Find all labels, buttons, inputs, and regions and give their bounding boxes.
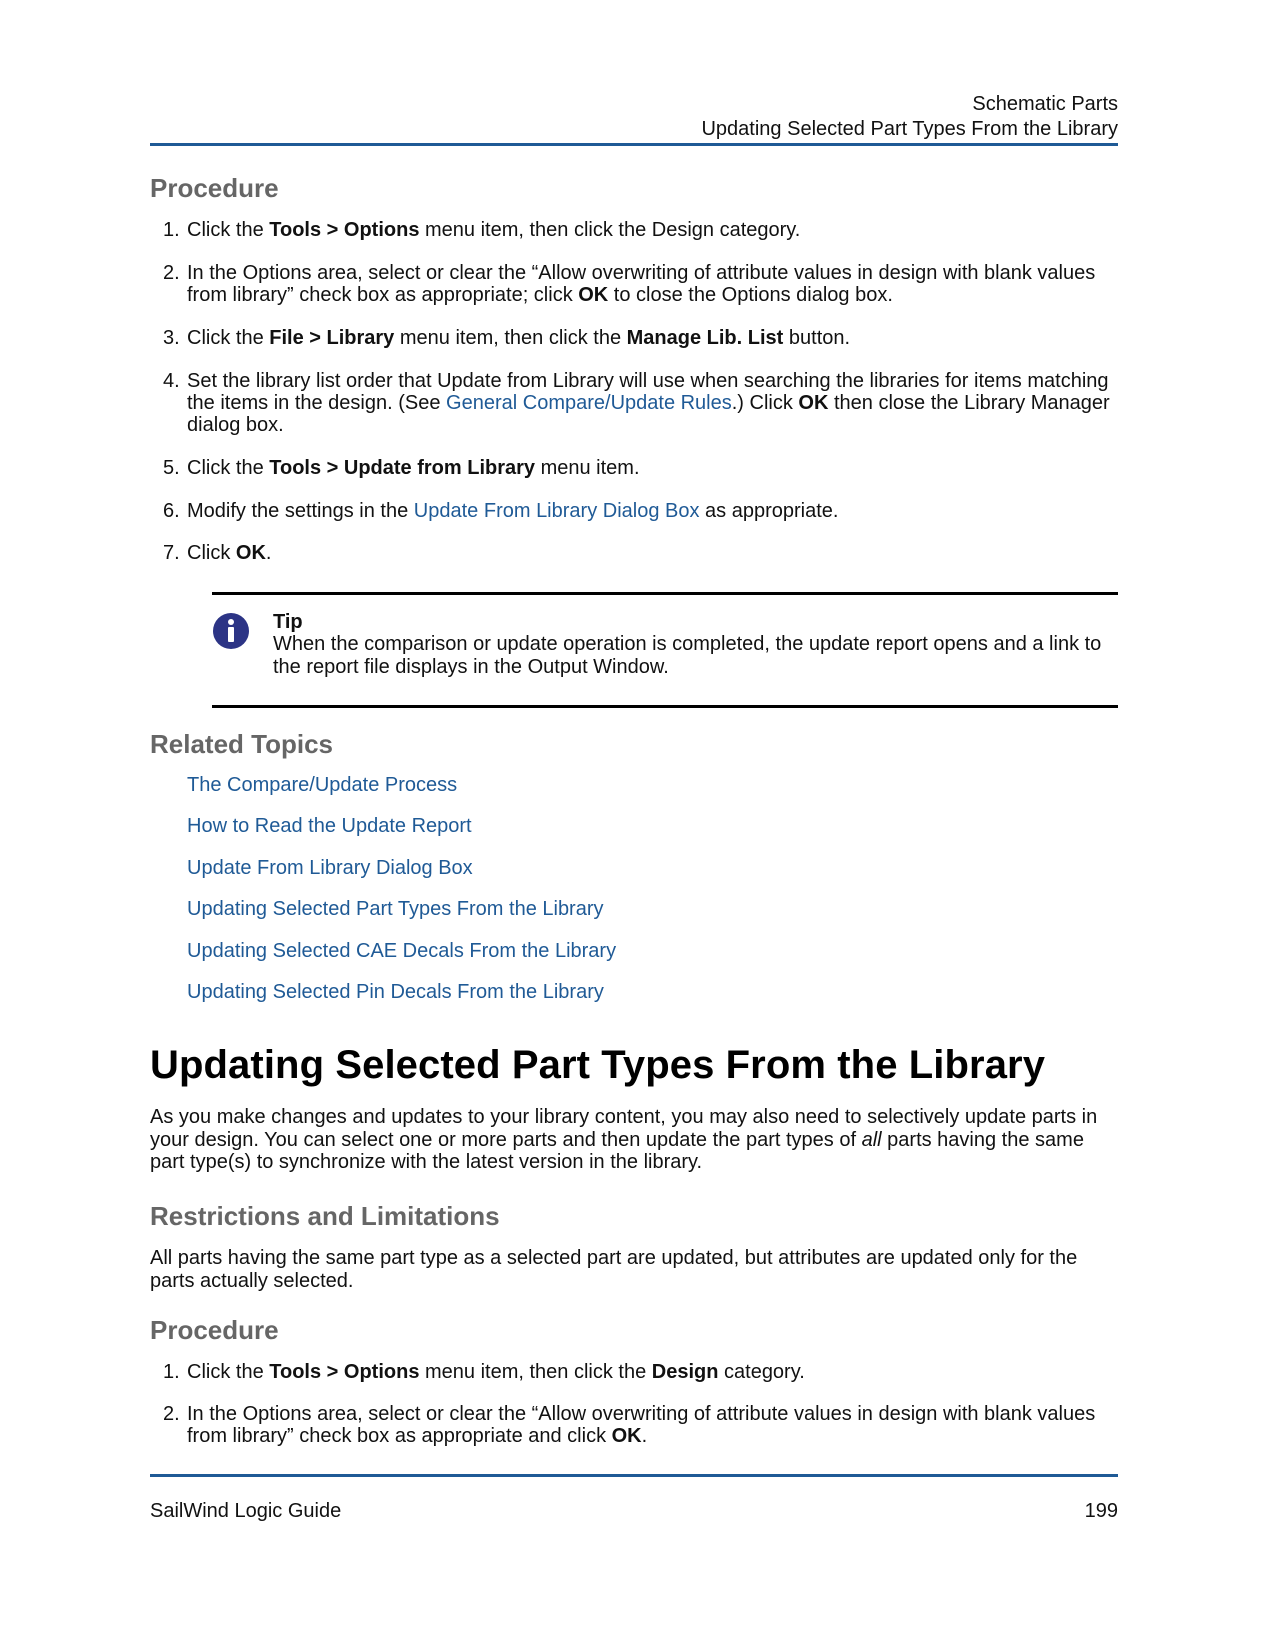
running-header bbox=[701, 92, 1118, 142]
header-chapter: Schematic Parts bbox=[972, 93, 1118, 115]
footer-rule bbox=[150, 1474, 1118, 1477]
related-link-updating-cae-decals[interactable]: Updating Selected CAE Decals From the Library bbox=[187, 940, 617, 962]
header-rule bbox=[150, 143, 1118, 146]
procedure-heading: Procedure bbox=[150, 173, 279, 203]
section-title: Updating Selected Part Types From the Library bbox=[150, 1043, 1046, 1087]
footer-guide-title: SailWind Logic Guide bbox=[150, 1500, 342, 1522]
page bbox=[150, 0, 1118, 1650]
related-link-updating-part-types[interactable]: Updating Selected Part Types From the Library bbox=[187, 898, 604, 920]
restrictions-heading: Restrictions and Limitations bbox=[150, 1201, 500, 1231]
related-link-read-update-report[interactable]: How to Read the Update Report bbox=[187, 815, 472, 837]
footer-page-number: 199 bbox=[1084, 1500, 1118, 1522]
restrictions-text: All parts having the same part type as a selected part are updated, but attributes are updated only for the parts actually selected. bbox=[150, 1247, 1078, 1292]
info-icon bbox=[212, 612, 250, 650]
tip-text: When the comparison or update operation is completed, the update report opens and a link to the report file displays in the Output Window. bbox=[273, 633, 1102, 678]
section-intro: As you make changes and updates to your library content, you may also need to selectively update parts in your design. You can select one or more parts and then update the part types of all parts having the same part type(s) to synchronize with the latest version in the library. bbox=[150, 1106, 1098, 1173]
procedure-heading-2: Procedure bbox=[150, 1315, 279, 1345]
step-3: 3. Click the File > Library menu item, then click the Manage Lib. List button. bbox=[163, 327, 851, 349]
header-section: Updating Selected Part Types From the Library bbox=[701, 118, 1118, 140]
link-update-from-library-dialog-box[interactable]: Update From Library Dialog Box bbox=[413, 500, 700, 522]
related-link-updating-pin-decals[interactable]: Updating Selected Pin Decals From the Library bbox=[187, 981, 604, 1003]
step-7: 7. Click OK. bbox=[163, 542, 272, 564]
link-general-compare-update-rules[interactable]: General Compare/Update Rules bbox=[446, 392, 732, 414]
step-1: 1. Click the Tools > Options menu item, then click the Design category. bbox=[163, 1361, 805, 1383]
tip-title: Tip bbox=[273, 611, 303, 633]
related-link-update-from-library-dialog[interactable]: Update From Library Dialog Box bbox=[187, 857, 473, 879]
tip-bottom-rule bbox=[212, 705, 1118, 708]
related-topics-heading: Related Topics bbox=[150, 729, 334, 759]
tip-top-rule bbox=[212, 592, 1118, 595]
step-4: 4. Set the library list order that Update from Library will use when searching the libraries for items matching the items in the design. (See General Compare/Update Rules.) Click OK then close the Library Manager dialog box. bbox=[163, 370, 1110, 436]
step-6: 6. Modify the settings in the Update From Library Dialog Box as appropriate. bbox=[163, 500, 839, 522]
step-2: 2. In the Options area, select or clear the “Allow overwriting of attribute values in design with blank values from library” check box as appropriate; click OK to close the Options dialog box. bbox=[163, 262, 1096, 306]
related-link-compare-update-process[interactable]: The Compare/Update Process bbox=[187, 774, 458, 796]
step-1: 1. Click the Tools > Options menu item, then click the Design category. bbox=[163, 219, 801, 241]
step-5: 5. Click the Tools > Update from Library menu item. bbox=[163, 457, 640, 479]
step-2: 2. In the Options area, select or clear the “Allow overwriting of attribute values in design with blank values from library” check box as appropriate and click OK. bbox=[163, 1403, 1096, 1447]
